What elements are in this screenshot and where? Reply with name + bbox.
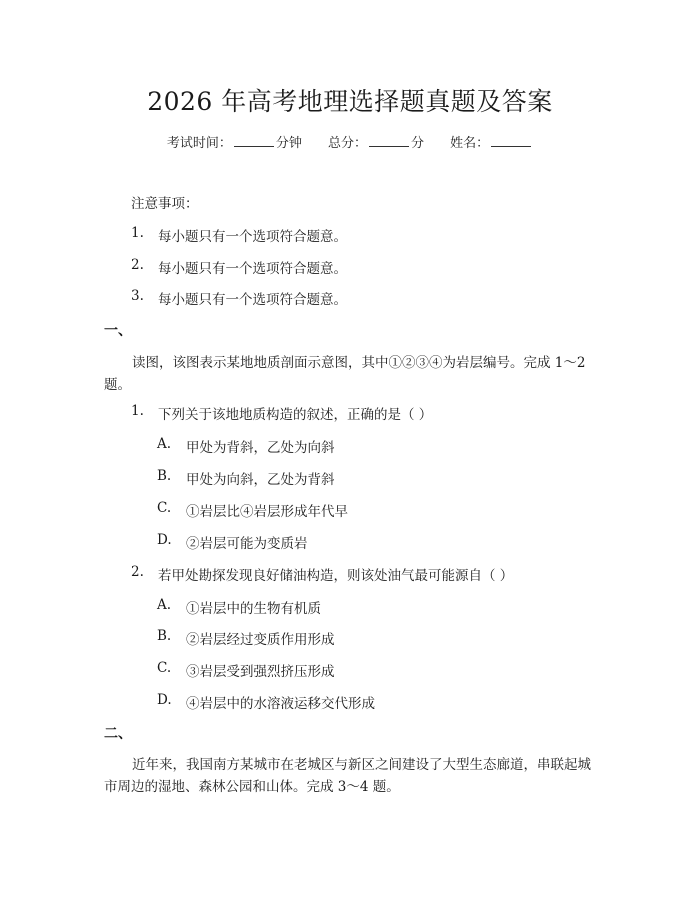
option-text[interactable]: ③岩层受到强烈挤压形成 (186, 664, 335, 680)
option-letter: A. (157, 597, 172, 613)
note-text: 每小题只有一个选项符合题意。 (158, 261, 347, 277)
notes-heading: 注意事项： (131, 196, 199, 212)
question-num: 2. (131, 564, 144, 580)
name-label: 姓名： (450, 136, 490, 151)
option-letter: A. (157, 436, 172, 452)
time-blank[interactable] (234, 135, 274, 147)
question-num: 1. (131, 403, 144, 419)
section-intro: 近年来，我国南方某城市在老城区与新区之间建设了大型生态廊道，串联起城市周边的湿地、森林公园和山体。完成 3～4 题。 (104, 757, 591, 795)
exam-time-field (167, 132, 302, 151)
exam-info (0, 132, 700, 151)
note-num: 3. (131, 288, 144, 304)
option-letter: C. (157, 500, 172, 516)
section-intro: 读图，该图表示某地地质剖面示意图，其中①②③④为岩层编号。完成 1～2 题。 (104, 355, 586, 393)
page-title: 2026 年高考地理选择题真题及答案 (147, 87, 553, 116)
option-letter: D. (157, 532, 172, 548)
question-stem: 若甲处勘探发现良好储油构造，则该处油气最可能源自（ ） (158, 568, 514, 584)
section-label: 二、 (104, 726, 132, 742)
option-text[interactable]: ①岩层中的生物有机质 (186, 601, 321, 617)
score-blank[interactable] (369, 135, 409, 147)
option-letter: C. (157, 660, 172, 676)
score-unit: 分 (411, 136, 425, 151)
option-text[interactable]: ④岩层中的水溶液运移交代形成 (186, 696, 375, 712)
note-text: 每小题只有一个选项符合题意。 (158, 292, 347, 308)
option-text[interactable]: ②岩层可能为变质岩 (186, 536, 308, 552)
section-label: 一、 (104, 323, 132, 339)
option-text[interactable]: 甲处为背斜，乙处为向斜 (186, 440, 335, 456)
time-unit: 分钟 (275, 136, 302, 151)
note-num: 2. (131, 257, 144, 273)
total-score-field (328, 132, 424, 151)
question-stem: 下列关于该地地质构造的叙述，正确的是（ ） (158, 407, 433, 423)
note-num: 1. (131, 225, 144, 241)
option-text[interactable]: 甲处为向斜，乙处为背斜 (186, 472, 335, 488)
option-text[interactable]: ①岩层比④岩层形成年代早 (186, 504, 348, 520)
option-letter: B. (157, 628, 172, 644)
name-blank[interactable] (491, 135, 531, 147)
student-name-field (450, 132, 533, 151)
time-label: 考试时间： (166, 136, 232, 151)
score-label: 总分： (327, 136, 367, 151)
option-text[interactable]: ②岩层经过变质作用形成 (186, 632, 335, 648)
note-text: 每小题只有一个选项符合题意。 (158, 229, 347, 245)
option-letter: D. (157, 692, 172, 708)
option-letter: B. (157, 468, 172, 484)
